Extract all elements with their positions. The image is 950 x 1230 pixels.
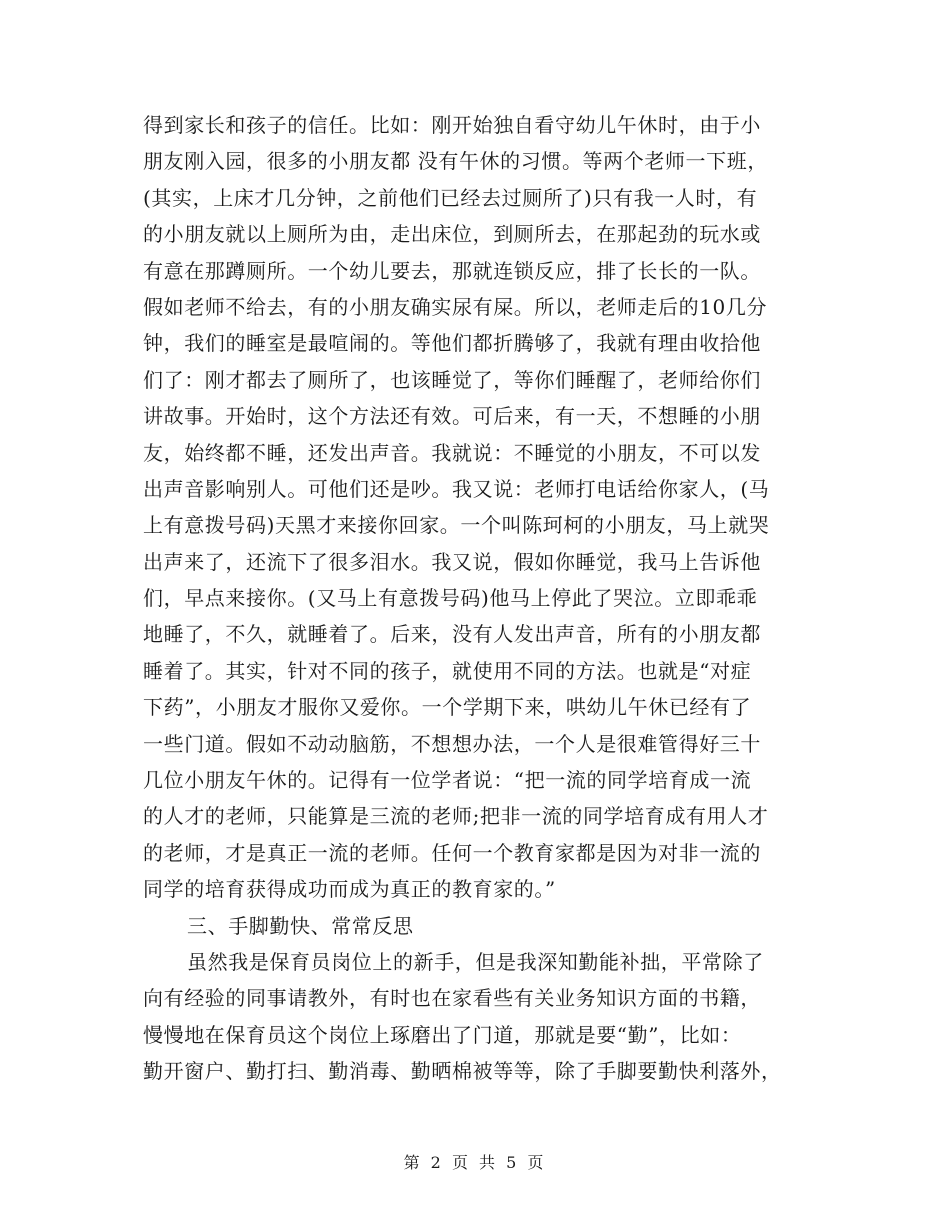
text-line: 上有意拨号码)天黑才来接你回家。一个叫陈珂柯的小朋友，马上就哭 bbox=[143, 513, 770, 538]
text-line: 下药”，小朋友才服你又爱你。一个学期下来，哄幼儿午休已经有了 bbox=[143, 695, 752, 720]
text-line: 的老师，才是真正一流的老师。任何一个教育家都是因为对非一流的 bbox=[143, 840, 761, 865]
paragraph-first-line: 虽然我是保育员岗位上的新手，但是我深知勤能补拙，平常除了 bbox=[187, 949, 764, 974]
text-line: 慢慢地在保育员这个岗位上琢磨出了门道，那就是要“勤”，比如： bbox=[143, 1022, 742, 1047]
body-text bbox=[143, 107, 803, 1090]
text-line: 几位小朋友午休的。记得有一位学者说：“把一流的同学培育成一流 bbox=[143, 768, 752, 793]
text-line: 出声音影响别人。可他们还是吵。我又说：老师打电话给你家人，(马 bbox=[143, 476, 770, 501]
text-line: 出声来了，还流下了很多泪水。我又说，假如你睡觉，我马上告诉他 bbox=[143, 549, 761, 574]
text-line: 钟，我们的睡室是最喧闹的。等他们都折腾够了，我就有理由收拾他 bbox=[143, 331, 761, 356]
text-line: 得到家长和孩子的信任。比如：刚开始独自看守幼儿午休时，由于小 bbox=[143, 113, 761, 137]
text-line: 朋友刚入园，很多的小朋友都 没有午休的习惯。等两个老师一下班， bbox=[143, 149, 768, 174]
text-line: 的小朋友就以上厕所为由，走出床位，到厕所去，在那起劲的玩水或 bbox=[143, 222, 761, 247]
page-number-footer: 第 2 页 共 5 页 bbox=[403, 1153, 547, 1172]
text-line: 的人才的老师，只能算是三流的老师;把非一流的同学培育成有用人才 bbox=[143, 804, 769, 829]
text-line: 睡着了。其实，针对不同的孩子，就使用不同的方法。也就是“对症 bbox=[143, 658, 752, 683]
text-line: (其实，上床才几分钟，之前他们已经去过厕所了)只有我一人时，有 bbox=[143, 185, 758, 210]
text-line: 友，始终都不睡，还发出声音。我就说：不睡觉的小朋友，不可以发 bbox=[143, 440, 761, 465]
text-line: 勤开窗户、勤打扫、勤消毒、勤晒棉被等等，除了手脚要勤快利落外， bbox=[143, 1059, 782, 1084]
text-line: 讲故事。开始时，这个方法还有效。可后来，有一天，不想睡的小朋 bbox=[143, 404, 761, 429]
text-line: 们了：刚才都去了厕所了，也该睡觉了，等你们睡醒了，老师给你们 bbox=[143, 367, 761, 392]
text-line: 有意在那蹲厕所。一个幼儿要去，那就连锁反应，排了长长的一队。 bbox=[143, 258, 761, 283]
section-heading: 三、手脚勤快、常常反思 bbox=[187, 913, 414, 938]
text-line: 们，早点来接你。(又马上有意拨号码)他马上停此了哭泣。立即乖乖 bbox=[143, 586, 758, 611]
text-line: 假如老师不给去，有的小朋友确实尿有屎。所以，老师走后的10几分 bbox=[143, 294, 768, 319]
text-line: 一些门道。假如不动动脑筋，不想想办法，一个人是很难管得好三十 bbox=[143, 731, 761, 756]
text-line: 向有经验的同事请教外，有时也在家看些有关业务知识方面的书籍， bbox=[143, 986, 761, 1011]
text-line: 地睡了，不久，就睡着了。后来，没有人发出声音，所有的小朋友都 bbox=[143, 622, 761, 647]
text-line: 同学的培育获得成功而成为真正的教育家的。” bbox=[143, 877, 556, 902]
